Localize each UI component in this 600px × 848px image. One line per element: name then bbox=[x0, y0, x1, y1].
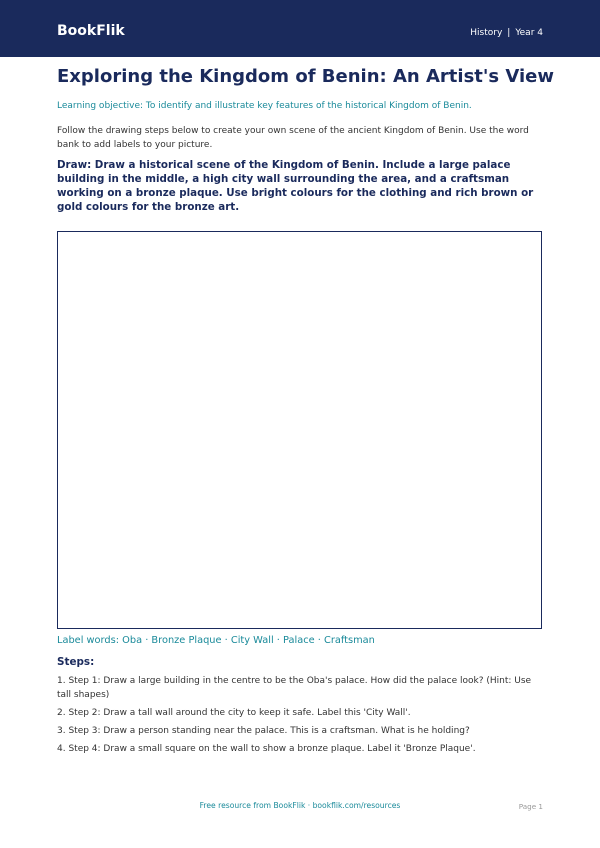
word-bank: Label words: Oba · Bronze Plaque · City Wall · Palace · Craftsman bbox=[57, 635, 375, 646]
steps-heading: Steps: bbox=[57, 656, 95, 668]
step-item-3: 3. Step 3: Draw a person standing near the palace. This is a craftsman. What is he holding? bbox=[57, 726, 470, 736]
header-meta bbox=[470, 28, 543, 38]
footer-link[interactable]: Free resource from BookFlik · bookflik.com/resources bbox=[199, 801, 401, 810]
brand-logo-text: BookFlik bbox=[57, 23, 125, 39]
steps-list bbox=[57, 674, 547, 760]
header-bar bbox=[0, 0, 600, 57]
step-item-2: 2. Step 2: Draw a tall wall around the city to keep it safe. Label this 'City Wall'. bbox=[57, 708, 411, 718]
header-separator: | bbox=[507, 28, 511, 38]
page-number: Page 1 bbox=[518, 802, 543, 811]
subject-label: History bbox=[470, 28, 503, 38]
intro-text: Follow the drawing steps below to create your own scene of the ancient Kingdom of Benin. Use the word bank to add labels to your picture. bbox=[57, 126, 529, 150]
drawing-area[interactable] bbox=[57, 231, 542, 629]
draw-instruction: Draw: Draw a historical scene of the Kingdom of Benin. Include a large palace building in the middle, a high city wall surrounding the area, and a craftsman working on a bronze plaque. Use bright colours for the clothing and rich brown or gold colours for the bronze art. bbox=[57, 159, 534, 213]
worksheet-title: Exploring the Kingdom of Benin: An Artist's View bbox=[57, 66, 555, 87]
year-label: Year 4 bbox=[515, 28, 543, 38]
step-item-4: 4. Step 4: Draw a small square on the wall to show a bronze plaque. Label it 'Bronze Plaque'. bbox=[57, 744, 476, 754]
learning-objective: Learning objective: To identify and illustrate key features of the historical Kingdom of Benin. bbox=[57, 101, 472, 111]
step-item-1: 1. Step 1: Draw a large building in the centre to be the Oba's palace. How did the palace look? (Hint: Use tall shapes) bbox=[57, 676, 532, 700]
